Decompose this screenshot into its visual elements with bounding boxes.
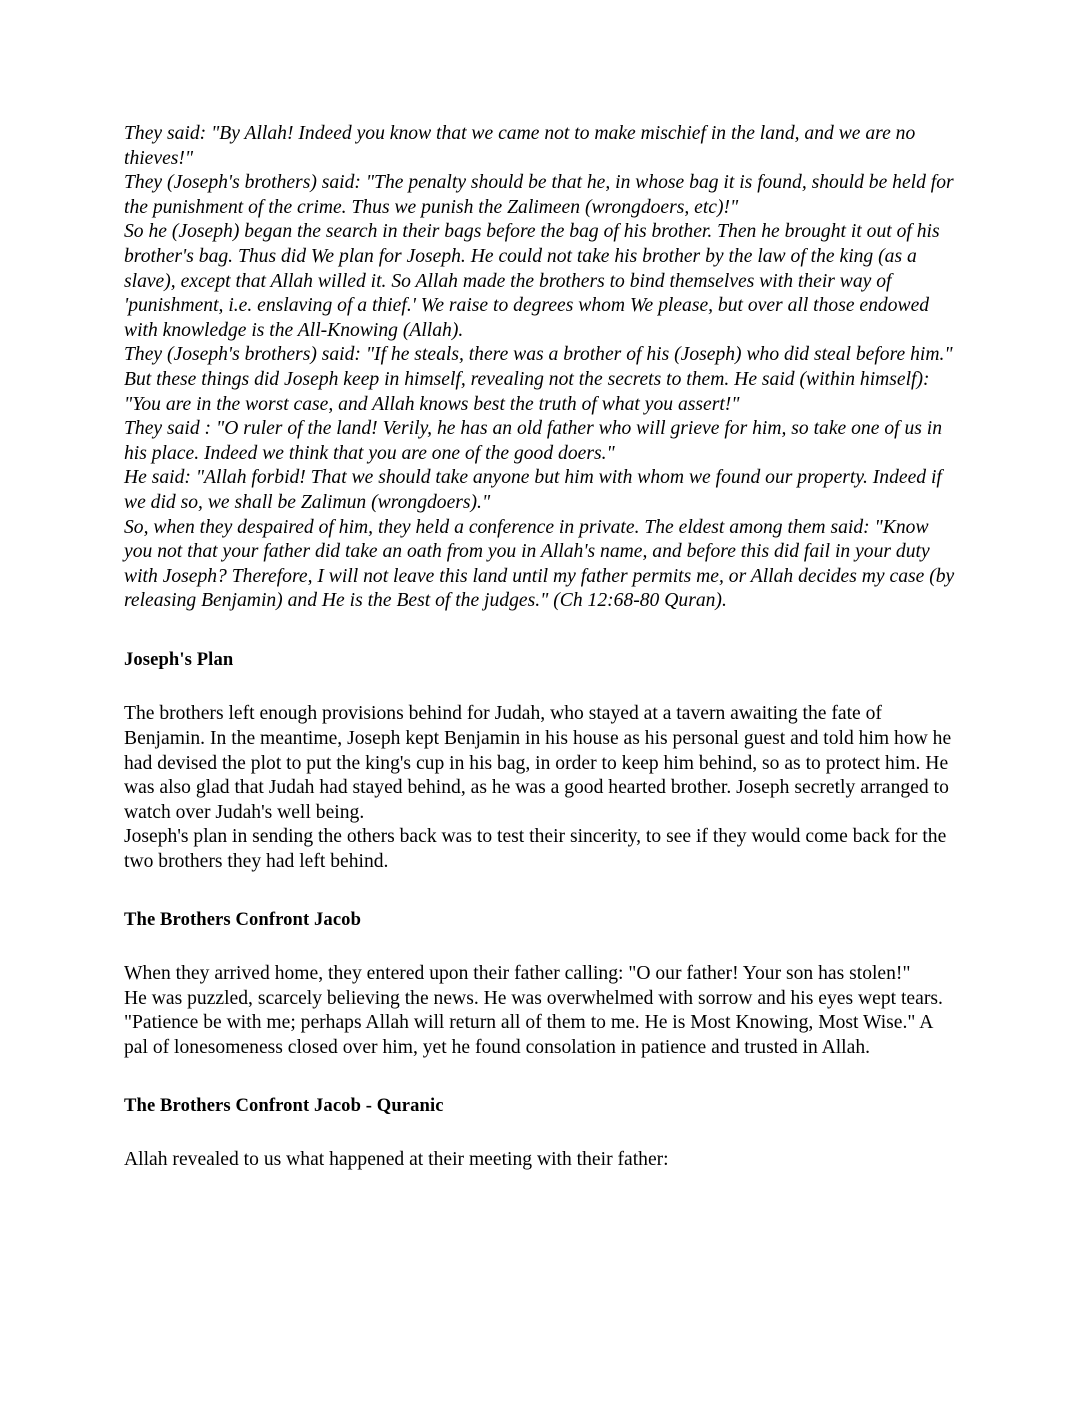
quote-paragraph: They said : "O ruler of the land! Verily, he has an old father who will grieve for him, so take one of us in his place. Indeed we think that you are one of the good doers." (124, 418, 943, 464)
spacer (124, 1061, 958, 1094)
spacer (124, 672, 958, 702)
quote-paragraph: So he (Joseph) began the search in their bags before the bag of his brother. Then he brought it out of his brother's bag. Thus did We plan for Joseph. He could not take his brother by the law of the king (as a slave), except that Allah willed it. So Allah made the brothers to bind themselves with their way of 'punishment, i.e. enslaving of a thief.' We raise to degrees whom We please, but over all those endowed with knowledge is the All-Knowing (Allah). (124, 221, 940, 341)
body-paragraph: Joseph's plan in sending the others back was to test their sincerity, to see if they would come back for the two brothers they had left behind. (124, 826, 947, 873)
section-heading-josephs-plan: Joseph's Plan (124, 648, 234, 670)
document-text-column (124, 122, 958, 1173)
spacer (124, 614, 958, 648)
quote-paragraph: They (Joseph's brothers) said: "If he steals, there was a brother of his (Joseph) who did steal before him." But these things did Joseph keep in himself, revealing not the secrets to them. He said (within himself): "You are in the worst case, and Allah knows best the truth of what you assert!" (124, 344, 953, 415)
body-paragraph: He was puzzled, scarcely believing the news. He was overwhelmed with sorrow and his eyes wept tears. "Patience be with me; perhaps Allah will return all of them to me. He is Most Knowing, Most Wise." A pal of lonesomeness closed over him, yet he found consolation in patience and trusted in Allah. (124, 987, 943, 1058)
body-paragraph: When they arrived home, they entered upon their father calling: "O our father! Your son has stolen!" (124, 963, 911, 985)
body-block-josephs-plan (124, 702, 958, 874)
spacer (124, 1118, 958, 1148)
body-block-brothers-confront-jacob (124, 962, 958, 1060)
spacer (124, 932, 958, 962)
quote-paragraph: They (Joseph's brothers) said: "The penalty should be that he, in whose bag it is found, should be held for the punishment of the crime. Thus we punish the Zalimeen (wrongdoers, etc)!" (124, 172, 954, 218)
spacer (124, 875, 958, 908)
body-block-quranic-intro (124, 1148, 958, 1173)
section-heading-brothers-confront-jacob-quranic: The Brothers Confront Jacob - Quranic (124, 1094, 444, 1116)
quote-paragraph: They said: "By Allah! Indeed you know that we came not to make mischief in the land, and we are no thieves!" (124, 123, 916, 169)
quotation-block (124, 122, 958, 614)
section-heading-brothers-confront-jacob: The Brothers Confront Jacob (124, 908, 362, 930)
quote-paragraph: So, when they despaired of him, they held a conference in private. The eldest among them said: "Know you not that your father did take an oath from you in Allah's name, and before this did fail in your duty with Joseph? Therefore, I will not leave this land until my father permits me, or Allah decides my case (by releasing Benjamin) and He is the Best of the judges." (Ch 12:68-80 Quran). (124, 516, 955, 612)
body-paragraph: Allah revealed to us what happened at their meeting with their father: (124, 1149, 669, 1171)
quote-paragraph: He said: "Allah forbid! That we should take anyone but him with whom we found our property. Indeed if we did so, we shall be Zalimun (wrongdoers)." (124, 467, 942, 513)
body-paragraph: The brothers left enough provisions behind for Judah, who stayed at a tavern awaiting the fate of Benjamin. In the meantime, Joseph kept Benjamin in his house as his personal guest and told him how he had devised the plot to put the king's cup in his bag, in order to keep him behind, so as to protect him. He was also glad that Judah had stayed behind, as he was a good hearted brother. Joseph secretly arranged to watch over Judah's well being. (124, 703, 952, 823)
